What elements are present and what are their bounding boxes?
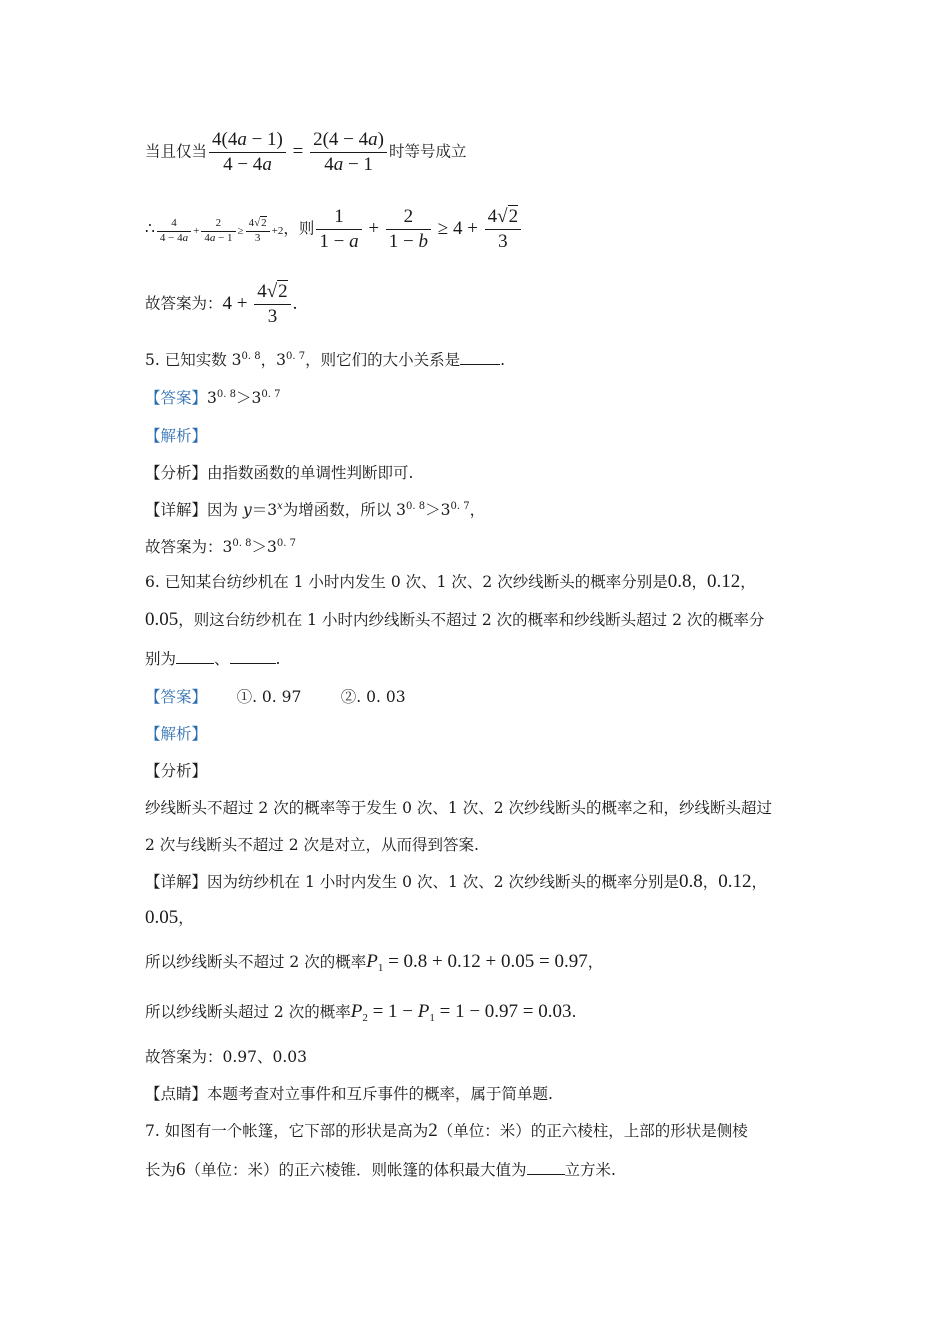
- text: 本题考查对立事件和互斥事件的概率，属于简单题.: [207, 1085, 553, 1103]
- question-5: 5. 已知实数 $3^{0. 8}$，$3^{0. 7}$，则它们的大小关系是 .: [145, 351, 506, 369]
- final-6: [145, 1045, 307, 1067]
- text: ，: [702, 873, 719, 891]
- value: 0.8: [667, 571, 692, 592]
- therefore-line: [145, 205, 523, 254]
- fenxi-6-tag: [145, 759, 207, 781]
- text: 时等号成立: [388, 142, 467, 161]
- exponent: x: [277, 501, 283, 512]
- answer-blank: [176, 663, 214, 664]
- answer-blank: [460, 364, 500, 365]
- text: 立方米.: [564, 1161, 616, 1179]
- text: .: [275, 650, 281, 668]
- var-p: P: [366, 951, 378, 972]
- text: 故答案为：0.97、0.03: [145, 1048, 308, 1066]
- analysis-tag: 【解析】: [145, 427, 208, 445]
- text: ①. 0. 97 ②. 0. 03: [236, 688, 406, 706]
- xiangjie-6-line-1: [145, 870, 767, 893]
- xiangjie-5: [145, 498, 485, 520]
- text: 由指数函数的单调性判断即可.: [207, 464, 414, 482]
- exponent: 0. 8: [216, 389, 236, 400]
- text: 因为: [207, 501, 243, 519]
- exponent: 0. 7: [276, 538, 296, 549]
- answer-blank: [527, 1174, 565, 1175]
- p1-formula: [366, 951, 587, 972]
- answer-tag: 【答案】: [145, 688, 208, 706]
- text: ，则这台纺纱机在 1 小时内纱线断头不超过 2 次的概率和纱线断头超过 2 次的概率分: [178, 611, 765, 629]
- exponent: 0. 8: [232, 538, 252, 549]
- text: = 1 −: [367, 1001, 418, 1022]
- value: 6: [176, 1159, 186, 1180]
- p1-line: [145, 950, 603, 974]
- fenxi-6-line-1: [145, 796, 772, 818]
- text: = 1 − 0.97 = 0.03: [434, 1001, 572, 1022]
- fenxi-6-line-2: [145, 833, 479, 855]
- jiexi-6: [145, 722, 207, 744]
- value: 0.05: [145, 907, 179, 928]
- value: 0.05: [145, 609, 179, 630]
- text: （单位：米）的正六棱柱，上部的形状是侧棱: [437, 1122, 748, 1140]
- therefore-symbol: ∴: [145, 219, 155, 238]
- answer-line-4: [145, 280, 297, 329]
- analysis-tag: 【解析】: [145, 725, 208, 743]
- text: 所以纱线断头超过 2 次的概率: [145, 1003, 351, 1021]
- fenxi-tag: 【分析】: [145, 762, 208, 780]
- value: 2: [428, 1120, 438, 1141]
- text: 、: [214, 650, 230, 668]
- result-inequality: $\frac{1}{1 - a}$ + $\frac{2}{1 - b}$ ≥ 4 + $\frac{4√2}{3}$: [314, 218, 523, 239]
- text: 长为: [145, 1161, 177, 1179]
- exponent: 0. 7: [450, 501, 470, 512]
- text: 纱线断头不超过 2 次的概率等于发生 0 次、1 次、2 次纱线断头的概率之和，纱线断头超过: [145, 799, 773, 817]
- dianjing-tag: 【点睛】: [145, 1085, 208, 1103]
- subscript: 1: [429, 1012, 435, 1024]
- text: 故答案为：: [145, 294, 223, 313]
- exponent: 0. 7: [285, 351, 306, 362]
- text: ，: [691, 573, 707, 591]
- equality-formula: $\frac{4(4a - 1)}{4 - 4a}$ = $\frac{2(4 - 4a)}{4a - 1}$: [207, 141, 389, 162]
- answer-6: [145, 685, 406, 707]
- fenxi-tag: 【分析】: [145, 464, 208, 482]
- exponent: 0. 7: [261, 389, 281, 400]
- jiexi-5: [145, 424, 207, 446]
- text: ，3: [260, 351, 286, 369]
- text: 当且仅当: [145, 142, 208, 161]
- var-p: P: [417, 1001, 430, 1022]
- text: 所以纱线断头不超过 2 次的概率: [145, 953, 367, 971]
- question-6-line-2: [145, 608, 764, 631]
- var-p: P: [350, 1001, 363, 1022]
- text: 2 次与线断头不超过 2 次是对立，从而得到答案.: [145, 836, 479, 854]
- dianjing-6: [145, 1082, 553, 1104]
- value: 0.12: [718, 871, 752, 892]
- question-7-line-2: [145, 1158, 616, 1181]
- final-5: [145, 535, 296, 557]
- text: ＝3: [251, 501, 278, 519]
- p2-formula: [351, 1001, 572, 1022]
- text: ＞3: [235, 389, 262, 407]
- subscript: 1: [377, 962, 384, 974]
- small-inequality: $\frac{4}{4 - 4a}$ + $\frac{2}{4a - 1}$ ≥ $\frac{4√2}{3}$ +2: [155, 225, 283, 237]
- text: 6. 已知某台纺纱机在 1 小时内发生 0 次、1 次、2 次纱线断头的概率分别是: [145, 573, 668, 591]
- fenxi-5: [145, 461, 413, 483]
- answer-formula: 4 + $\frac{4√2}{3}$ .: [222, 281, 298, 327]
- xiangjie-6-line-2: [145, 906, 194, 929]
- text: .: [571, 1003, 577, 1021]
- value: 0.12: [707, 571, 741, 592]
- text: 因为纺纱机在 1 小时内发生 0 次、1 次、2 次纱线断头的概率分别是: [207, 873, 680, 891]
- text: ，: [469, 501, 486, 519]
- text: ＞3: [251, 538, 277, 556]
- exponent: 0. 8: [241, 351, 261, 362]
- text: ，: [740, 573, 756, 591]
- p2-line: [145, 1000, 576, 1024]
- text: 5. 已知实数 3: [145, 351, 242, 369]
- text: 为增函数，所以 3: [282, 501, 407, 519]
- xiangjie-tag: 【详解】: [145, 873, 208, 891]
- text: ，: [751, 873, 768, 891]
- value: 0.8: [679, 871, 703, 892]
- text: 故答案为：3: [145, 538, 233, 556]
- equality-condition-line: [145, 128, 467, 177]
- question-6-line-3: [145, 647, 280, 669]
- question-7-line-1: [145, 1119, 748, 1142]
- subscript: 2: [362, 1012, 368, 1024]
- xiangjie-tag: 【详解】: [145, 501, 208, 519]
- text: ，: [178, 909, 194, 927]
- answer-tag: 【答案】: [145, 389, 208, 407]
- answer-blank: [230, 663, 276, 664]
- text: 7. 如图有一个帐篷，它下部的形状是高为: [145, 1122, 429, 1140]
- text: ，则: [283, 219, 315, 238]
- answer-5: [145, 386, 280, 408]
- text: （单位：米）的正六棱锥．则帐篷的体积最大值为: [185, 1161, 527, 1179]
- text: = 0.8 + 0.12 + 0.05 = 0.97: [383, 951, 588, 972]
- text: 别为: [145, 650, 177, 668]
- var-y: y: [242, 501, 252, 519]
- question-6-line-1: [145, 570, 756, 593]
- text: 3: [207, 389, 217, 407]
- text: ，则它们的大小关系是: [305, 351, 461, 369]
- text: ，: [587, 953, 604, 971]
- exponent: 0. 8: [406, 501, 426, 512]
- text: ＞3: [425, 501, 451, 519]
